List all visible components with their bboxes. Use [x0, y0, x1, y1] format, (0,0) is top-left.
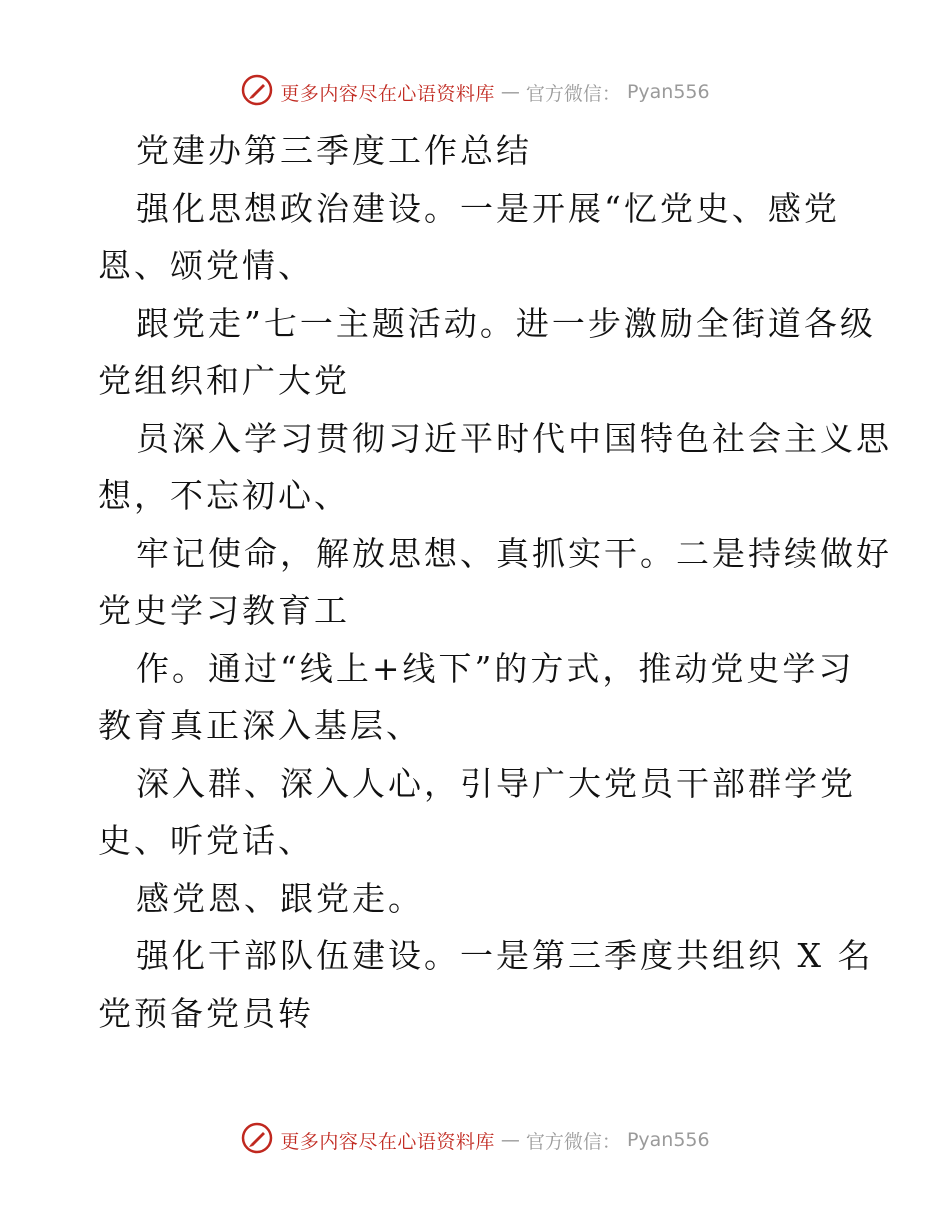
- text-line: 跟党走”七一主题活动。进一步激励全街道各级: [136, 303, 876, 343]
- watermark-wechat-id: Pyan556: [626, 1129, 710, 1151]
- watermark-wechat-id: Pyan556: [626, 81, 710, 103]
- watermark-header: [0, 72, 950, 112]
- text-line: 感党恩、跟党走。: [136, 878, 424, 918]
- watermark-official: 官方微信：: [525, 1130, 621, 1153]
- watermark-official: 官方微信：: [525, 82, 621, 105]
- text-line: 强化思想政治建设。一是开展“忆党史、感党: [136, 188, 840, 228]
- text-line: 牢记使命，解放思想、真抓实干。二是持续做好: [136, 533, 892, 573]
- text-line: 作。通过“线上+线下”的方式，推动党史学习: [136, 648, 855, 688]
- text-line: 史、听党话、: [98, 821, 314, 860]
- watermark-dash: —: [500, 81, 520, 103]
- watermark-footer: [0, 1120, 950, 1160]
- text-line: 想，不忘初心、: [98, 476, 350, 515]
- document-body: [98, 122, 892, 1042]
- text-line: 恩、颂党情、: [98, 246, 314, 285]
- logo-icon: [240, 73, 274, 111]
- text-line: 教育真正深入基层、: [98, 706, 422, 745]
- document-title: 党建办第三季度工作总结: [136, 131, 532, 170]
- text-line: 党史学习教育工: [98, 591, 350, 630]
- text-line: 员深入学习贯彻习近平时代中国特色社会主义思: [136, 418, 892, 458]
- text-line: 强化干部队伍建设。一是第三季度共组织 X 名: [136, 936, 874, 975]
- text-line: 党组织和广大党: [98, 361, 350, 400]
- text-line: 党预备党员转: [98, 993, 314, 1033]
- watermark-dash: —: [500, 1129, 520, 1151]
- watermark-brand: 更多内容尽在心语资料库: [280, 82, 495, 105]
- text-line: 深入群、深入人心，引导广大党员干部群学党: [136, 763, 856, 803]
- watermark-brand: 更多内容尽在心语资料库: [280, 1130, 495, 1153]
- logo-icon: [240, 1121, 274, 1159]
